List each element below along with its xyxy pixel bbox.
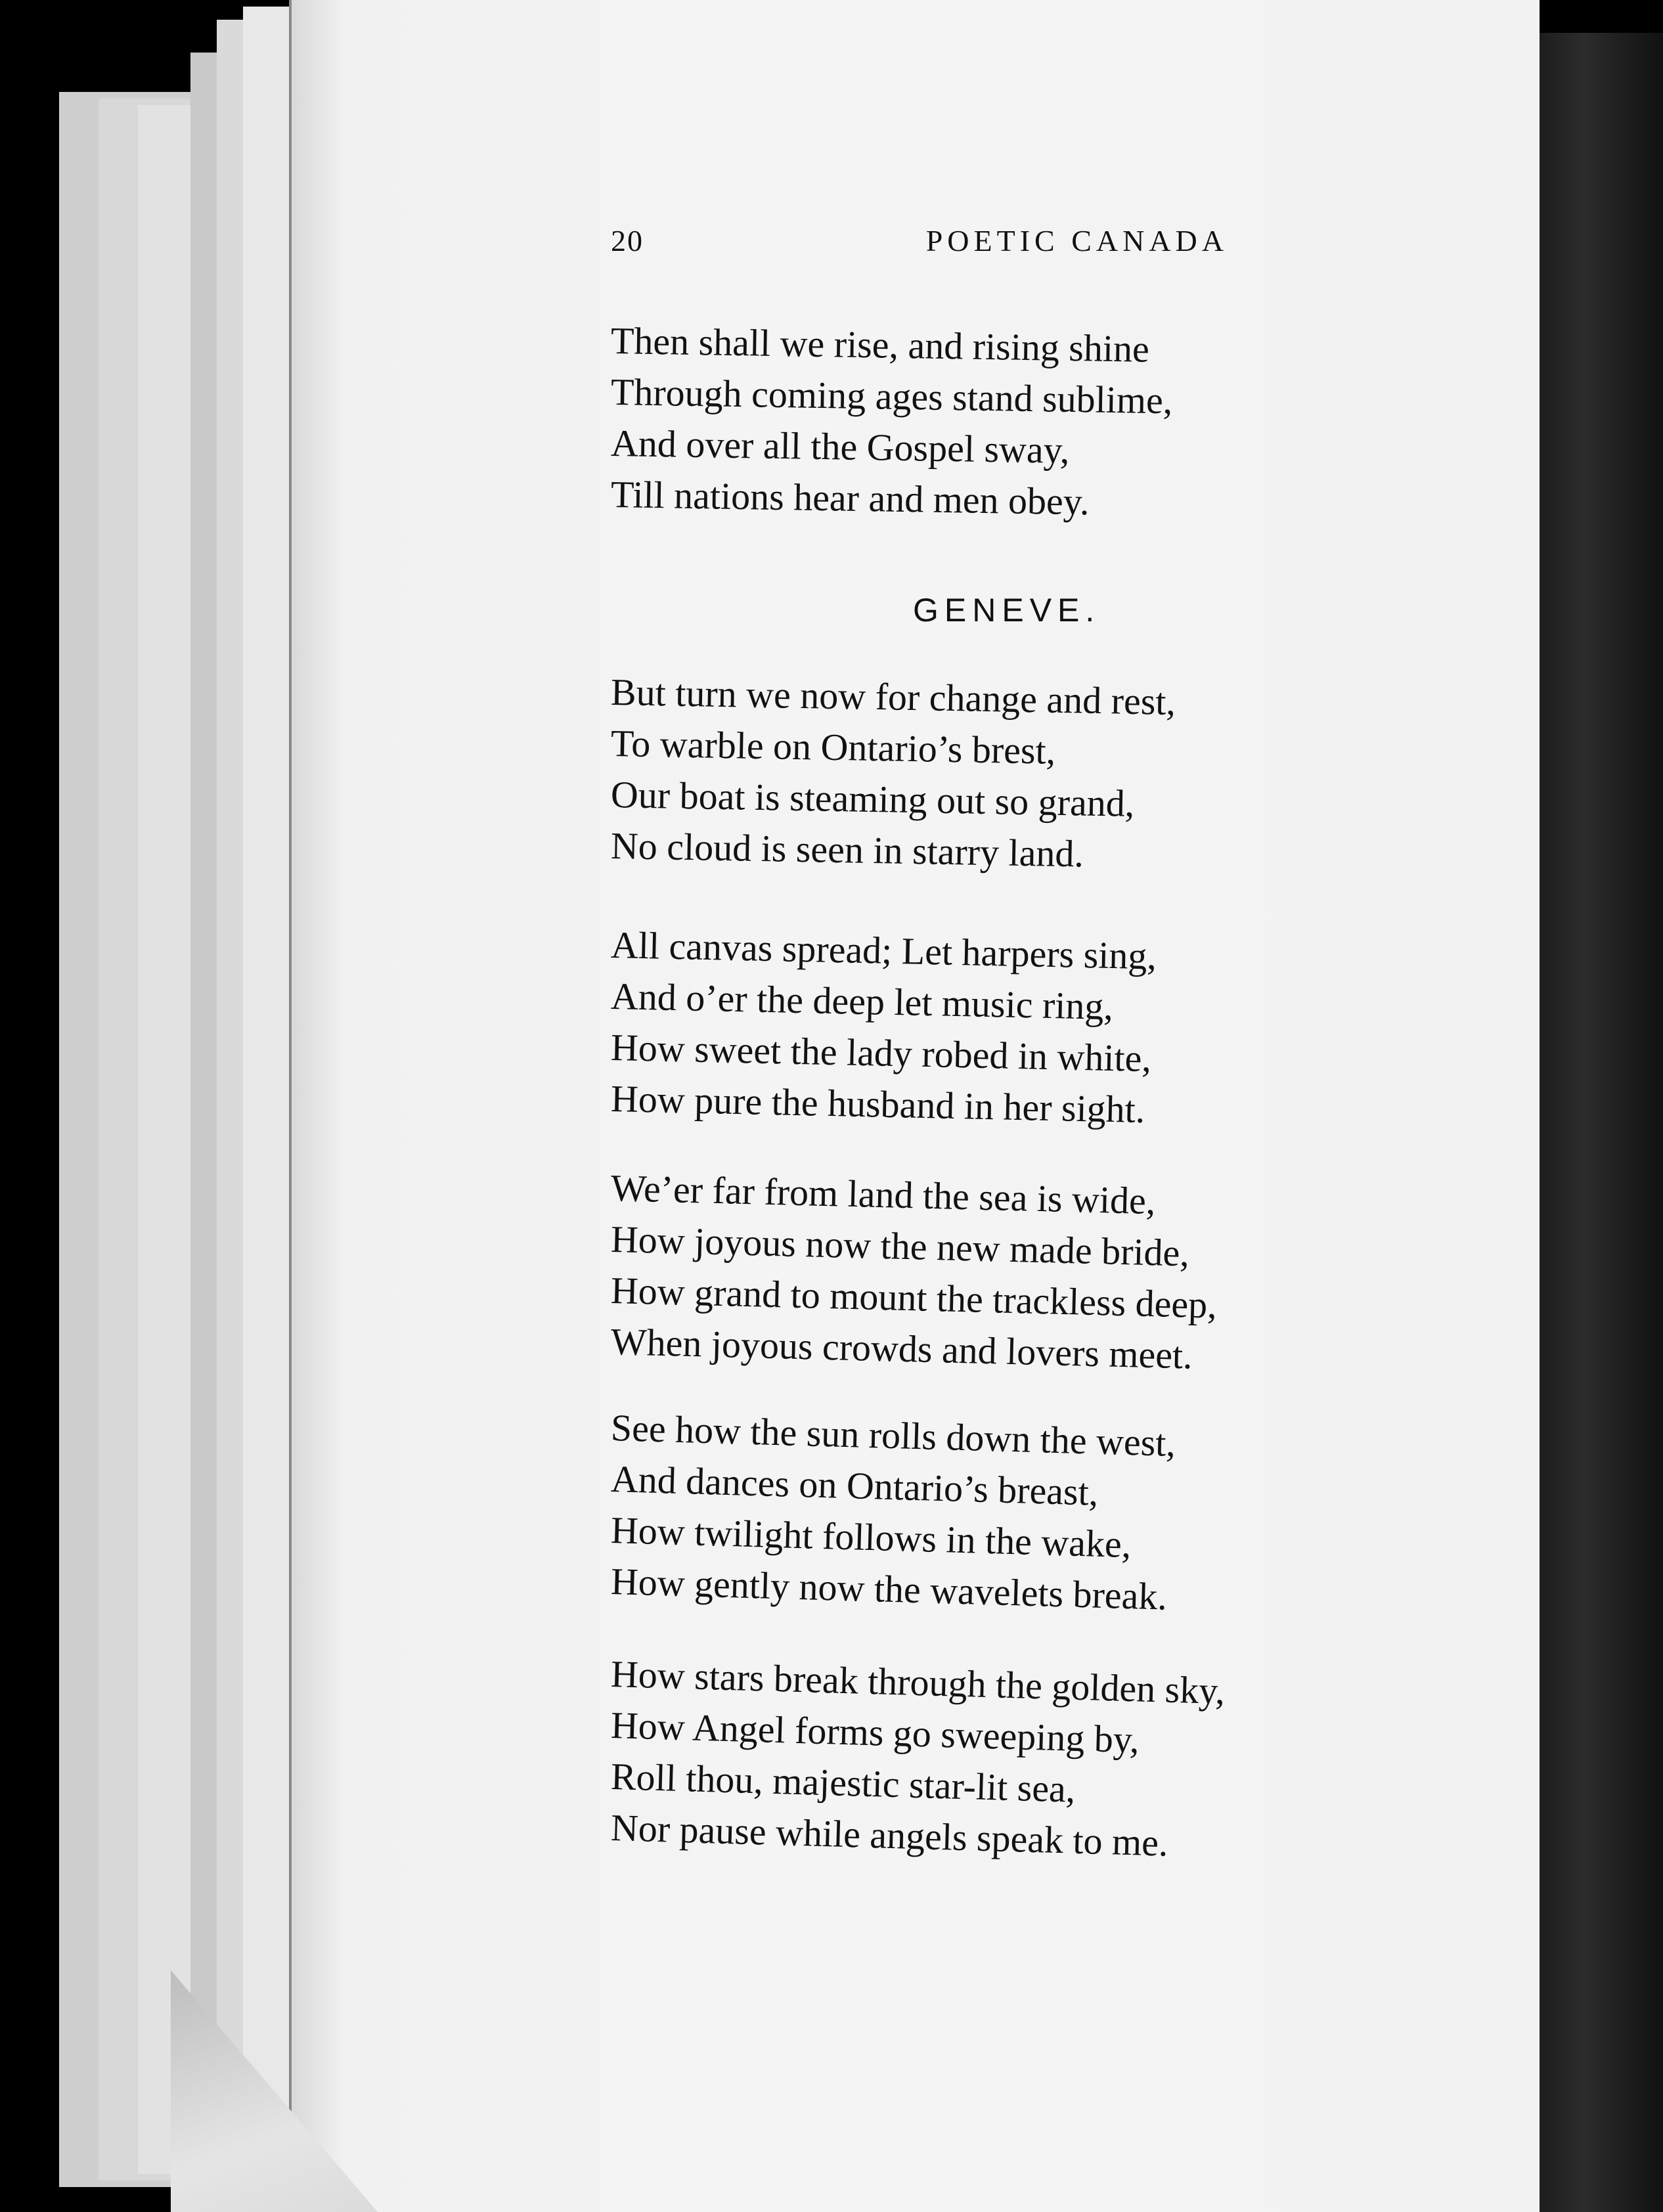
poem-line: And dances on Ontario’s breast, bbox=[610, 1457, 1099, 1514]
poem-line: No cloud is seen in starry land. bbox=[610, 824, 1084, 875]
page-number: 20 bbox=[611, 224, 644, 257]
poem-line: See how the sun rolls down the west, bbox=[610, 1406, 1176, 1465]
stanza-5 bbox=[610, 1402, 1399, 1618]
poem-line: Our boat is steaming out so grand, bbox=[610, 773, 1135, 825]
poem-line: When joyous crowds and lovers meet. bbox=[610, 1320, 1193, 1377]
poem-line: How joyous now the new made bride, bbox=[610, 1218, 1190, 1275]
stanza-6 bbox=[610, 1648, 1399, 1865]
poem-line: How Angel forms go sweeping by, bbox=[610, 1704, 1140, 1761]
poem-line: And over all the Gospel sway, bbox=[610, 422, 1070, 472]
poem-line: We’er far from land the sea is wide, bbox=[610, 1166, 1157, 1223]
poem-line: Roll thou, majestic star-lit sea, bbox=[610, 1755, 1076, 1811]
stanza-4 bbox=[610, 1162, 1399, 1377]
poem-line: How grand to mount the trackless deep, bbox=[610, 1269, 1218, 1327]
poem-title: GENEVE. bbox=[913, 592, 1101, 629]
poem-line: How gently now the wavelets break. bbox=[610, 1560, 1168, 1618]
poem-line: And o’er the deep let music ring, bbox=[610, 975, 1114, 1029]
poem-line: Till nations hear and men obey. bbox=[610, 473, 1090, 523]
poem-line: But turn we now for change and rest, bbox=[610, 671, 1176, 724]
poem-line: To warble on Ontario’s brest, bbox=[610, 722, 1056, 772]
poem-line: Through coming ages stand sublime, bbox=[610, 370, 1173, 422]
poem-line: All canvas spread; Let harpers sing, bbox=[610, 923, 1157, 978]
running-head bbox=[611, 223, 1228, 258]
poem-line: How twilight follows in the wake, bbox=[610, 1509, 1132, 1566]
poem-line: Nor pause while angels speak to me. bbox=[610, 1806, 1169, 1865]
stanza-3 bbox=[610, 919, 1399, 1132]
stanza-1 bbox=[610, 315, 1399, 523]
poem-line: How stars break through the golden sky, bbox=[610, 1652, 1226, 1713]
poem-line: How pure the husband in her sight. bbox=[610, 1077, 1145, 1132]
stanza-2 bbox=[610, 667, 1399, 875]
book-title: POETIC CANADA bbox=[925, 224, 1228, 257]
right-shadow bbox=[1530, 33, 1663, 2212]
poem-line: Then shall we rise, and rising shine bbox=[610, 319, 1150, 370]
poem-line: How sweet the lady robed in white, bbox=[610, 1026, 1152, 1080]
